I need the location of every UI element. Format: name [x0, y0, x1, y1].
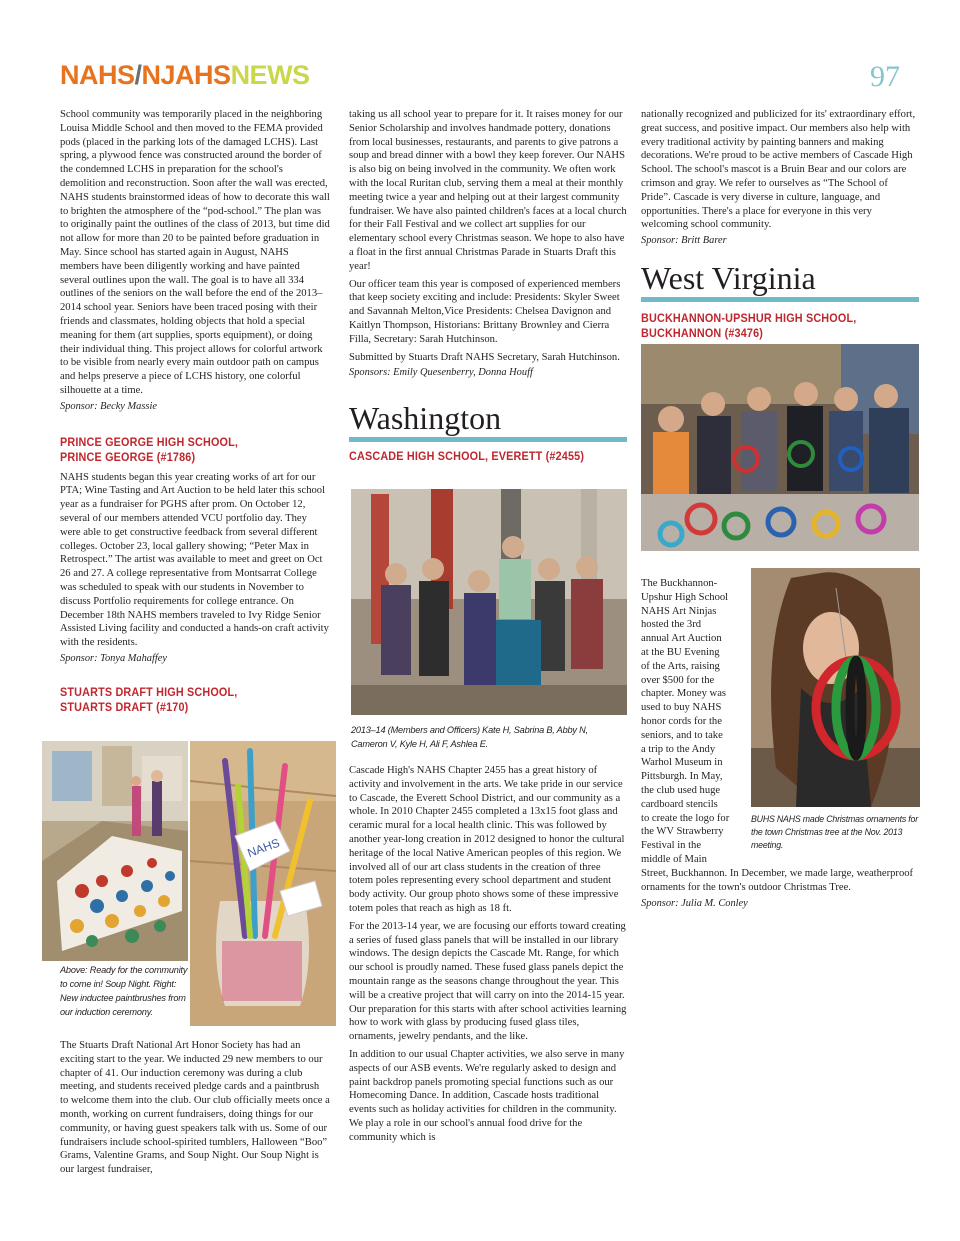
cascade-heading: CASCADE HIGH SCHOOL, EVERETT (#2455) [349, 449, 585, 464]
buckhannon-group-photo [641, 344, 919, 551]
svg-text:NAHS: NAHS [245, 835, 282, 861]
wrap-line: Festival in the [641, 840, 702, 852]
ornament-photo [751, 568, 920, 807]
west-virginia-heading: West Virginia [641, 262, 919, 302]
column-3 [641, 108, 919, 341]
column-2-lower [349, 764, 627, 1148]
cascade-group-photo-art [351, 489, 627, 715]
buckhannon-heading-line2: BUCKHANNON (#3476) [641, 325, 764, 340]
paintbrushes-photo-art [190, 741, 336, 1026]
wrap-line: used to buy NAHS [641, 702, 722, 714]
stuarts-draft-photo-block [42, 741, 336, 1026]
cascade-group-photo [351, 489, 627, 715]
column-2 [349, 108, 627, 464]
wrap-line: of the Arts, raising [641, 660, 720, 672]
prince-george-heading-line2: PRINCE GEORGE (#1786) [60, 449, 196, 464]
soup-night-photo-art [42, 741, 188, 961]
cascade-continued: nationally recognized and publicized for its' extraordinary effort, great success, and positive impact. Our members also help with every traditional activity by painting banners and making decorations. We're proud to be active members of Cascade High School. The school's mascot is a Bruin Bear and our colors are crimson and gray. We refer to ourselves as “The School of Pride”. Cascade is very diverse in culture, language, and opportunities. There's a place for everyone in this very welcoming school community. [641, 109, 916, 231]
submitted-by: Submitted by Stuarts Draft NAHS Secretary, Sarah Hutchinson. [349, 351, 620, 363]
wrap-line: NAHS Art Ninjas [641, 605, 717, 617]
wrap-line: Upshur High School [641, 591, 729, 603]
stuarts-draft-continued: taking us all school year to prepare for it. It raises money for our Senior Scholarship and involves handmade pottery, donations from local businesses, restaurants, and parents to give patrons a soup and bread dinner with a bowl they keep forever. Our NAHS is also big on being involved in the community. We often work with the local Ruritan club, serving them a meal at their monthly meeting twice a year and helping out at their largest community fundraiser. We have also painted children's faces at a local church for their Fall Festival and we collect art supplies for our elementary school every Christmas season. We hope to also have a float in the first annual Christmas Parade in Stuarts Draft this year! [349, 109, 627, 272]
wrap-line: cardboard stencils [641, 798, 718, 810]
stuarts-draft-photo-caption: Above: Ready for the community to come in! Soup Night. Right: New inductee paintbrushes from our induction ceremony. [60, 965, 188, 1017]
intro-sponsor: Sponsor: Becky Massie [60, 400, 157, 412]
wrap-line: over $500 for the [641, 674, 715, 686]
masthead-nahs: NAHS [60, 60, 135, 90]
wrap-line: at the BU Evening [641, 646, 720, 658]
prince-george-sponsor: Sponsor: Tonya Mahaffey [60, 652, 167, 664]
wrap-line: the club used huge [641, 784, 721, 796]
masthead [60, 62, 310, 89]
wrap-line: chapter. Money was [641, 688, 727, 700]
buckhannon-wrap-lines [641, 577, 749, 867]
buckhannon-sponsor: Sponsor: Julia M. Conley [641, 897, 748, 909]
stuarts-draft-paragraph: The Stuarts Draft National Art Honor Society has had an exciting start to the year. We inducted 29 new members to our chapter of 41. Our induction ceremony was during a club meeting, and students received pledge cards and a paintbrush to welcome them into the club. Our club officially meets once a month, working on current fundraisers, doing things for our community, or having guest speakers talk with us. Some of our fundraisers include school-spirited tumblers, Halloween “Boo” Grams, Valentine Grams, and Soup Night. Our Soup Night is our largest fundraiser, [60, 1040, 330, 1176]
wrap-line: seniors, and to take [641, 729, 723, 741]
prince-george-paragraph: NAHS students began this year creating works of art for our PTA; Wine Tasting and Art Auction to be held later this school year as a fundraiser for PGHS after prom. On October 12, several of our members attended VCU portfolio day. They were able to get constructive feedback from several different colleges. October 23, local gallery showing; “Peter Max in Retrospect.” The artist was available to meet and greet on Oct 26 and 27. A college representative from Montsarrat College was scheduled to speak with our students in November to discuss Portfolio requirements for college entrance. On December 18th NAHS members traveled to Ivy Ridge Senior Assisted Living facility and conducted a hands-on craft activity with the residents. [60, 471, 329, 649]
buckhannon-wrap-text [641, 577, 749, 867]
column-1 [60, 108, 330, 715]
cascade-paragraph-3: In addition to our usual Chapter activities, we also serve in many aspects of our ASB events. We're regularly asked to design and paint backdrop panels promoting special functions such as our Homecoming Dance. In addition, Cascade hosts traditional events such as holiday activities for children in the community. We play a role in our school's annual food drive for the community which is [349, 1048, 625, 1143]
ornament-photo-art [751, 568, 920, 807]
stuarts-draft-sponsor: Sponsors: Emily Quesenberry, Donna Houff [349, 367, 533, 379]
buckhannon-heading [641, 311, 911, 341]
prince-george-heading [60, 435, 330, 465]
wrap-line: annual Art Auction [641, 633, 722, 645]
wrap-line: to create the logo for [641, 812, 730, 824]
masthead-njahs: NJAHS [141, 60, 231, 90]
wrap-line: Warhol Museum in [641, 757, 723, 769]
page-number: 97 [870, 60, 900, 93]
column-1-lower [60, 1039, 330, 1180]
ornament-photo-caption: BUHS NAHS made Christmas ornaments for the town Christmas tree at the Nov. 2013 meeting. [751, 814, 918, 850]
masthead-slash: / [134, 60, 142, 90]
column-3-lower [641, 867, 919, 910]
wrap-line: honor cords for the [641, 715, 722, 727]
paintbrushes-photo [190, 741, 336, 1026]
washington-heading: Washington [349, 402, 627, 442]
buckhannon-paragraph-tail: Street, Buckhannon. In December, we made large, weatherproof ornaments for the town's outdoor Christmas Tree. [641, 868, 914, 893]
cascade-paragraph-2: For the 2013-14 year, we are focusing our efforts toward creating a series of fused glass panels that will be installed in our library windows. The design depicts the Cascade Mt. Range, for which our school is proudly named. These fused glass panels depict the mountain range as the seasons change throughout the year. This will be a creative project that will carry on into the 2014-15 year. Our preparation for this starts with after school activities learning how to work with glass by producing fused glass tiles, ornaments, jewelry pendants, and the like. [349, 920, 627, 1043]
wrap-line: hosted the 3rd [641, 619, 702, 631]
wrap-line: Pittsburgh. In May, [641, 771, 723, 783]
stuarts-draft-heading-line1: STUARTS DRAFT HIGH SCHOOL, [60, 684, 238, 699]
wrap-line: the WV Strawberry [641, 826, 724, 838]
stuarts-draft-heading-line2: STUARTS DRAFT (#170) [60, 699, 189, 714]
wrap-line: middle of Main [641, 853, 707, 865]
cascade-sponsor: Sponsor: Britt Barer [641, 235, 727, 247]
prince-george-heading-line1: PRINCE GEORGE HIGH SCHOOL, [60, 434, 239, 449]
buckhannon-heading-line1: BUCKHANNON-UPSHUR HIGH SCHOOL, [641, 310, 857, 325]
cascade-paragraph-1: Cascade High's NAHS Chapter 2455 has a great history of activity and involvement in the arts. We take pride in our service to Cascade, the Everett School District, and our community as a whole. In 2010 Chapter 2455 completed a 13x15 foot glass and ceramic mural for a local health clinic. This was followed by another year-long creation in 2012 designed to honor the cultural heritage of the local Native American peoples of this region. We involved all of our art class students in the creation of three totem poles representing every school department and student body activity. Our group photo shows some of these impressive totem poles that reach as high as 18 ft. [349, 765, 625, 914]
cascade-photo-caption: 2013–14 (Members and Officers) Kate H, Sabrina B, Abby N, Cameron V, Kyle H, Ali F, Ashlea E. [351, 725, 588, 749]
stuarts-draft-heading [60, 685, 330, 715]
wrap-line: The Buckhannon- [641, 578, 718, 589]
masthead-news: NEWS [230, 60, 310, 90]
soup-night-photo [42, 741, 188, 961]
officer-paragraph: Our officer team this year is composed of experienced members that keep society exciting and include: Presidents: Skyler Sweet and Savannah Melton,Vice Presidents: Chelsea Davignon and Kaitlyn Thompson, Historians: Brittany Brownley and Cierra Filla, Secretary: Sarah Hutchinson. [349, 278, 621, 345]
buckhannon-group-photo-art [641, 344, 919, 551]
intro-paragraph: School community was temporarily placed in the neighboring Louisa Middle School and then moved to the FEMA provided pods (placed in the parking lots of the damaged LCHS). Last spring, a plywood fence was constructed around the border of the condemned LCHS in preparation for the school's demolition and reconstruction. Soon after the wall was erected, NAHS students brainstormed ideas of how to decorate this wall to brighten the atmosphere of the “pod-school.” The plan was to originally paint the outlines of the class of 2013, but time did not allow for more than 20 to be painted before graduation in May. Since school has started again in August, NAHS members have been diligently working and have painted several outlines upon the wall. The goal is to have all 334 outlines of the seniors on the wall before the end of the 2013–2014 school year. Seniors have been traced posing with their friends and classmates, holding objects that hold a special meaning for them (art supplies, sports equipment), or doing their individual thing. This project allows for colorful artwork to be visible from nearly every main outdoor path on campus and helps preserve a piece of LCHS history, one colorful silhouette at a time. [60, 109, 330, 396]
wrap-line: a trip to the Andy [641, 743, 716, 755]
